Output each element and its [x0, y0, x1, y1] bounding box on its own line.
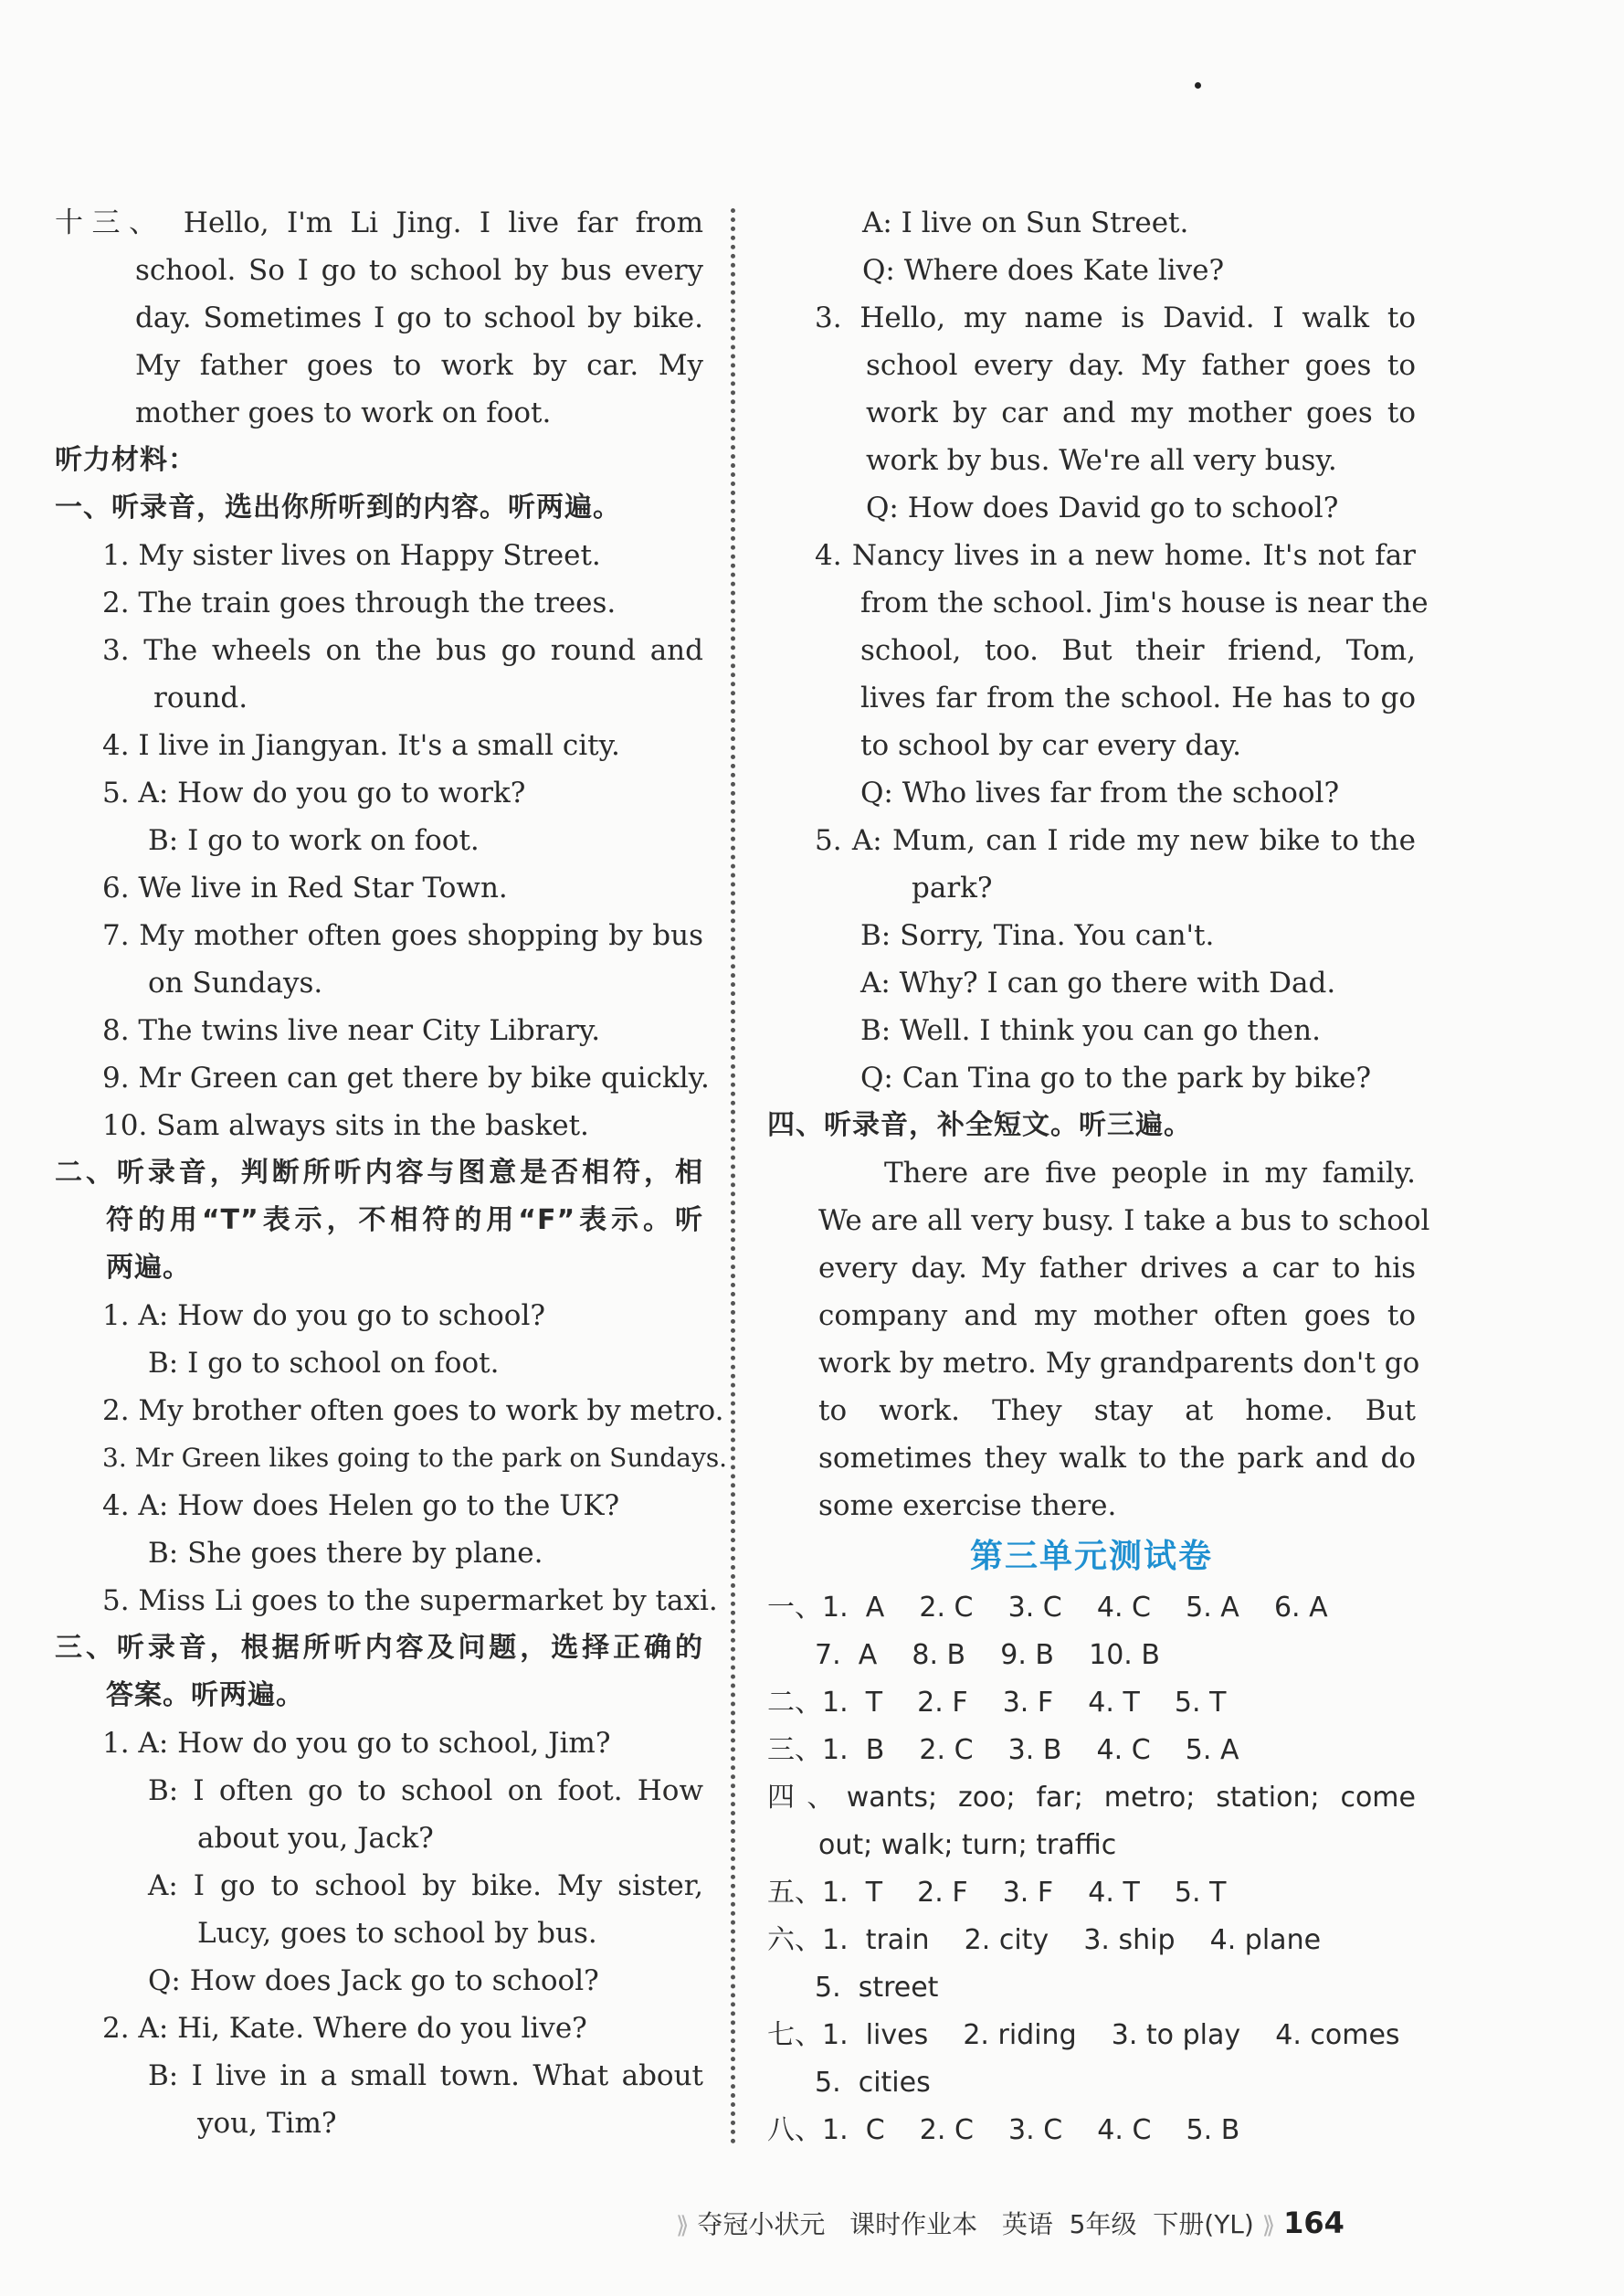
text-line: B: I go to school on foot.: [148, 1347, 500, 1380]
right-column: [767, 199, 1430, 2154]
text-line: school. So I go to school by bus every: [135, 254, 703, 287]
text-line: Q: Who lives far from the school?: [860, 777, 1340, 809]
answer-line: 一、1. A 2. C 3. C 4. C 5. A 6. A: [767, 1592, 1328, 1624]
text-line: 三、听录音，根据所听内容及问题，选择正确的: [55, 1632, 703, 1664]
text-line: 十三、 Hello, I'm Li Jing. I live far from: [55, 206, 703, 239]
text-line: Q: Where does Kate live?: [862, 254, 1225, 287]
text-line: work by metro. My grandparents don't go: [818, 1347, 1420, 1380]
text-line: work by car and my mother goes to: [866, 397, 1416, 429]
page-dot: [1195, 82, 1201, 89]
dotted-divider: [731, 208, 735, 2145]
arrow-icon: ⟫: [1261, 2212, 1276, 2239]
text-line: park?: [912, 872, 993, 905]
text-line: 两遍。: [106, 1252, 191, 1284]
text-line: on Sundays.: [148, 967, 323, 1000]
text-line: 一、听录音，选出你所听到的内容。听两遍。: [55, 492, 621, 524]
text-line: 二、听录音，判断所听内容与图意是否相符，相: [55, 1157, 703, 1189]
unit-test-title: 第三单元测试卷: [969, 1538, 1213, 1575]
answer-line: 二、1. T 2. F 3. F 4. T 5. T: [767, 1687, 1227, 1719]
answer-line: 7. A 8. B 9. B 10. B: [815, 1639, 1160, 1671]
text-line: Q: How does David go to school?: [866, 492, 1339, 524]
text-line: sometimes they walk to the park and do: [818, 1442, 1416, 1475]
answer-line: 5. street: [815, 1972, 939, 2004]
footer-subject: 英语: [1001, 2209, 1053, 2239]
page-footer: [676, 2200, 1345, 2246]
footer-brand: 夺冠小状元: [697, 2209, 826, 2239]
answer-line: 六、1. train 2. city 3. ship 4. plane: [767, 1924, 1322, 1956]
text-line: B: I go to work on foot.: [148, 824, 480, 857]
text-line: 1. A: How do you go to school?: [102, 1299, 545, 1332]
text-line: 2. A: Hi, Kate. Where do you live?: [102, 2012, 587, 2045]
left-column: [55, 199, 728, 2147]
answer-line: 三、1. B 2. C 3. B 4. C 5. A: [767, 1734, 1239, 1766]
page-number: 164: [1283, 2206, 1345, 2240]
text-line: B: She goes there by plane.: [148, 1537, 543, 1570]
text-line: 3. Mr Green likes going to the park on Sundays.: [102, 1443, 728, 1473]
text-line: school, too. But their friend, Tom,: [860, 634, 1416, 667]
text-line: to school by car every day.: [860, 729, 1242, 762]
text-line: to work. They stay at home. But: [818, 1394, 1416, 1427]
text-line: 5. Miss Li goes to the supermarket by taxi.: [102, 1584, 718, 1617]
text-line: 听力材料：: [55, 444, 196, 476]
text-line: My father goes to work by car. My: [135, 349, 703, 382]
answer-line: 四、wants; zoo; far; metro; station; come: [767, 1782, 1416, 1814]
text-line: work by bus. We're all very busy.: [866, 444, 1337, 477]
text-line: from the school. Jim's house is near the: [860, 587, 1429, 619]
text-line: A: I live on Sun Street.: [862, 206, 1189, 239]
text-line: company and my mother often goes to: [818, 1299, 1416, 1332]
text-line: some exercise there.: [818, 1489, 1117, 1522]
text-line: day. Sometimes I go to school by bike.: [135, 302, 703, 334]
footer-grade: 5年级: [1069, 2209, 1137, 2239]
text-line: Q: Can Tina go to the park by bike?: [860, 1062, 1372, 1095]
text-line: There are five people in my family.: [884, 1157, 1416, 1190]
text-line: 4. I live in Jiangyan. It's a small city.: [102, 729, 620, 762]
text-line: 1. A: How do you go to school, Jim?: [102, 1727, 611, 1760]
text-line: B: I live in a small town. What about: [148, 2059, 703, 2092]
text-line: 四、听录音，补全短文。听三遍。: [767, 1109, 1192, 1141]
text-line: 4. Nancy lives in a new home. It's not far: [815, 539, 1416, 572]
answer-line: out; walk; turn; traffic: [818, 1829, 1117, 1861]
text-line: every day. My father drives a car to his: [818, 1252, 1416, 1285]
text-line: B: Well. I think you can go then.: [860, 1014, 1321, 1047]
text-line: you, Tim?: [197, 2107, 337, 2140]
text-line: A: Why? I can go there with Dad.: [860, 967, 1336, 1000]
text-line: 2. The train goes through the trees.: [102, 587, 617, 619]
text-line: 10. Sam always sits in the basket.: [102, 1109, 589, 1142]
text-line: B: Sorry, Tina. You can't.: [860, 919, 1215, 952]
answer-line: 七、1. lives 2. riding 3. to play 4. comes: [767, 2019, 1400, 2051]
text-line: 2. My brother often goes to work by metro.: [102, 1394, 724, 1427]
text-line: 答案。听两遍。: [106, 1679, 304, 1711]
text-line: 5. A: How do you go to work?: [102, 777, 526, 809]
text-line: round.: [153, 682, 248, 714]
text-line: B: I often go to school on foot. How: [148, 1774, 703, 1807]
text-line: 4. A: How does Helen go to the UK?: [102, 1489, 620, 1522]
text-line: Lucy, goes to school by bus.: [197, 1917, 597, 1950]
answer-line: 五、1. T 2. F 3. F 4. T 5. T: [767, 1877, 1227, 1909]
text-line: about you, Jack?: [197, 1822, 434, 1855]
text-line: 8. The twins live near City Library.: [102, 1014, 601, 1047]
footer-book: 课时作业本: [849, 2209, 978, 2239]
text-line: mother goes to work on foot.: [135, 397, 552, 429]
text-line: school every day. My father goes to: [866, 349, 1416, 382]
text-line: Q: How does Jack go to school?: [148, 1964, 599, 1997]
arrow-icon: ⟫: [676, 2212, 690, 2239]
answer-line: 5. cities: [815, 2067, 931, 2099]
text-line: 5. A: Mum, can I ride my new bike to the: [815, 824, 1416, 857]
text-line: 3. The wheels on the bus go round and: [102, 634, 703, 667]
footer-volume: 下册(YL): [1153, 2209, 1254, 2239]
text-line: 9. Mr Green can get there by bike quickly.: [102, 1062, 710, 1095]
text-line: 符的用“T”表示，不相符的用“F”表示。听: [106, 1204, 703, 1236]
text-line: We are all very busy. I take a bus to school: [818, 1204, 1430, 1237]
text-line: 6. We live in Red Star Town.: [102, 872, 508, 905]
text-line: lives far from the school. He has to go: [860, 682, 1416, 714]
text-line: A: I go to school by bike. My sister,: [148, 1869, 703, 1902]
text-line: 1. My sister lives on Happy Street.: [102, 539, 601, 572]
text-line: 3. Hello, my name is David. I walk to: [815, 302, 1416, 334]
text-line: 7. My mother often goes shopping by bus: [102, 919, 703, 952]
answer-line: 八、1. C 2. C 3. C 4. C 5. B: [767, 2114, 1240, 2146]
